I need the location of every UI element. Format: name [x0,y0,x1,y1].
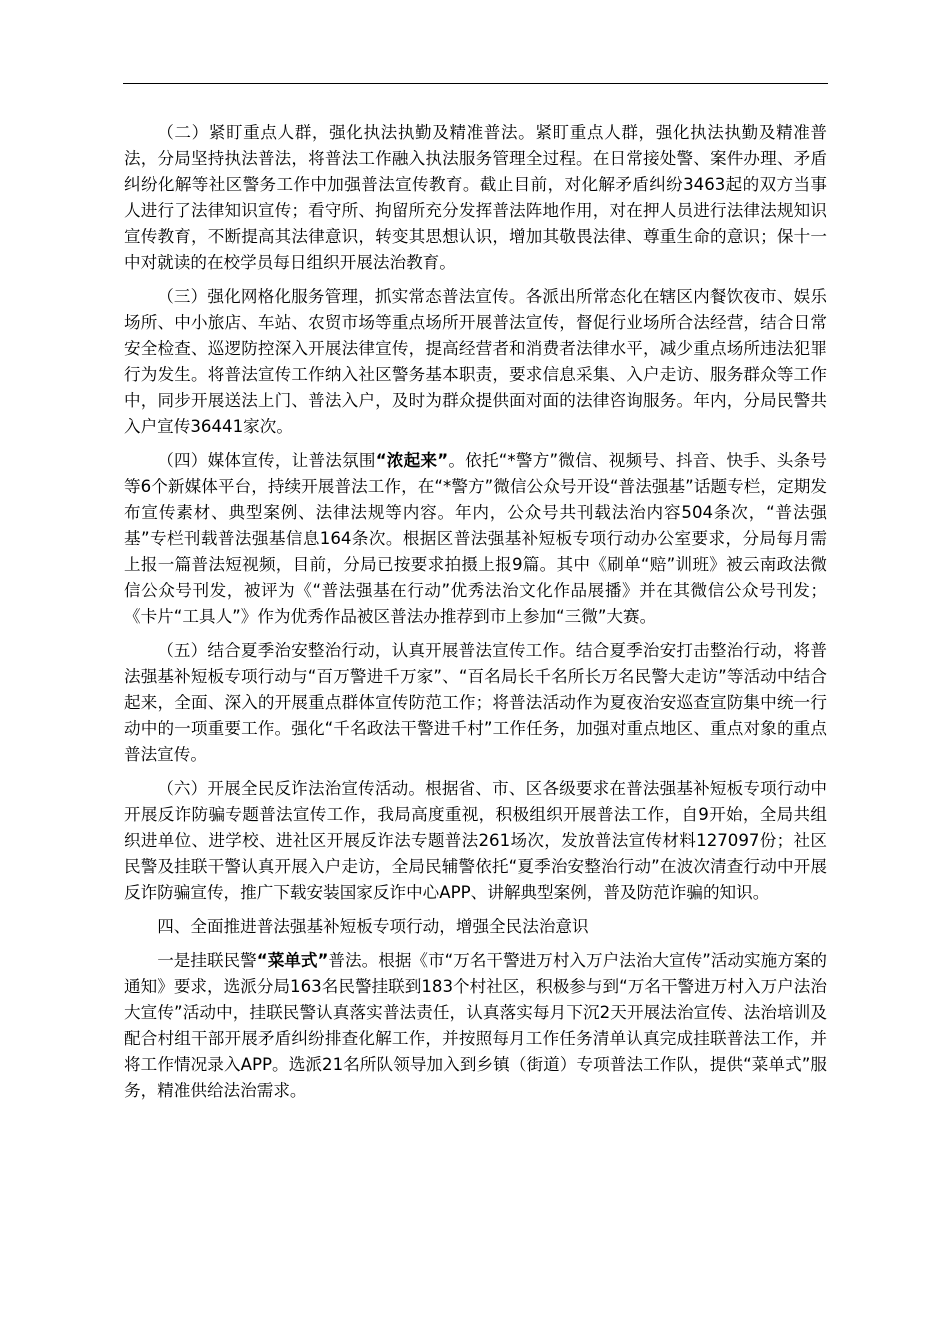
paragraph-4 [124,448,827,630]
paragraph-7-lead: 一是挂联民警 [157,951,257,970]
paragraph-2: （二）紧盯重点人群，强化执法执勤及精准普法。紧盯重点人群，强化执法执勤及精准普法，分局坚持执法普法，将普法工作融入执法服务管理全过程。在日常接处警、案件办理、矛盾纠纷化解等社区警务工作中加强普法宣传教育。截止目前，对化解矛盾纠纷3463起的双方当事人进行了法律知识宣传；看守所、拘留所充分发挥普法阵地作用，对在押人员进行法律法规知识宣传教育，不断提高其法律意识，转变其思想认识，增加其敬畏法律、尊重生命的意识；保十一中对就读的在校学员每日组织开展法治教育。 [124,123,827,272]
paragraph-6: （六）开展全民反诈法治宣传活动。根据省、市、区各级要求在普法强基补短板专项行动中开展反诈防骗专题普法宣传工作，我局高度重视，积极组织开展普法工作，自9开始，全局共组织进单位、进学校、进社区开展反诈法专题普法261场次，发放普法宣传材料127097份；社区民警及挂联干警认真开展入户走访，全局民辅警依托“夏季治安整治行动”在波次清查行动中开展反诈防骗宣传，推广下载安装国家反诈中心APP、讲解典型案例，普及防范诈骗的知识。 [124,779,827,902]
header-rule [123,83,828,84]
section-heading-4: 四、全面推进普法强基补短板专项行动，增强全民法治意识 [157,917,589,936]
paragraph-4-bold: “浓起来” [375,451,449,470]
paragraph-4-lead: （四）媒体宣传，让普法氛围 [157,451,376,470]
paragraph-7 [124,948,827,1104]
paragraph-7-rest: 普法。根据《市“万名干警进万村入万户法治大宣传”活动实施方案的通知》要求，选派分局163名民警挂联到183个村社区，积极参与到“万名干警进万村入万户法治大宣传”活动中，挂联民警认真落实普法责任，认真落实每月下沉2天开展法治宣传、法治培训及配合村组干部开展矛盾纠纷排查化解工作，并按照每月工作任务清单认真完成挂联普法工作，并将工作情况录入APP。选派21名所队领导加入到乡镇（街道）专项普法工作队，提供“菜单式”服务，精准供给法治需求。 [124,951,828,1100]
paragraph-5: （五）结合夏季治安整治行动，认真开展普法宣传工作。结合夏季治安打击整治行动，将普法强基补短板专项行动与“百万警进千万家”、“百名局长千名所长万名民警大走访”等活动中结合起来，全面、深入的开展重点群体宣传防范工作；将普法活动作为夏夜治安巡查宣防集中统一行动中的一项重要工作。强化“千名政法干警进千村”工作任务，加强对重点地区、重点对象的重点普法宣传。 [124,641,827,764]
document-body [124,120,827,1112]
paragraph-3: （三）强化网格化服务管理，抓实常态普法宣传。各派出所常态化在辖区内餐饮夜市、娱乐场所、中小旅店、车站、农贸市场等重点场所开展普法宣传，督促行业场所合法经营，结合日常安全检查、巡逻防控深入开展法律宣传，提高经营者和消费者法律水平，减少重点场所违法犯罪行为发生。将普法宣传工作纳入社区警务基本职责，要求信息采集、入户走访、服务群众等工作中，同步开展送法上门、普法入户，及时为群众提供面对面的法律咨询服务。年内，分局民警共入户宣传36441家次。 [124,287,827,436]
paragraph-4-rest: 。依托“*警方”微信、视频号、抖音、快手、头条号等6个新媒体平台，持续开展普法工作，在“*警方”微信公众号开设“普法强基”话题专栏，定期发布宣传素材、典型案例、法律法规等内容。年内，公众号共刊载法治内容504条次，“普法强基”专栏刊载普法强基信息164条次。根据区普法强基补短板专项行动办公室要求，分局每月需上报一篇普法短视频，目前，分局已按要求拍摄上报9篇。其中《刷单“赔”训班》被云南政法微信公众号刊发，被评为《“普法强基在行动”优秀法治文化作品展播》并在其微信公众号刊发；《卡片“工具人”》作为优秀作品被区普法办推荐到市上参加“三微”大赛。 [124,451,828,626]
paragraph-7-bold: “菜单式” [256,951,329,970]
